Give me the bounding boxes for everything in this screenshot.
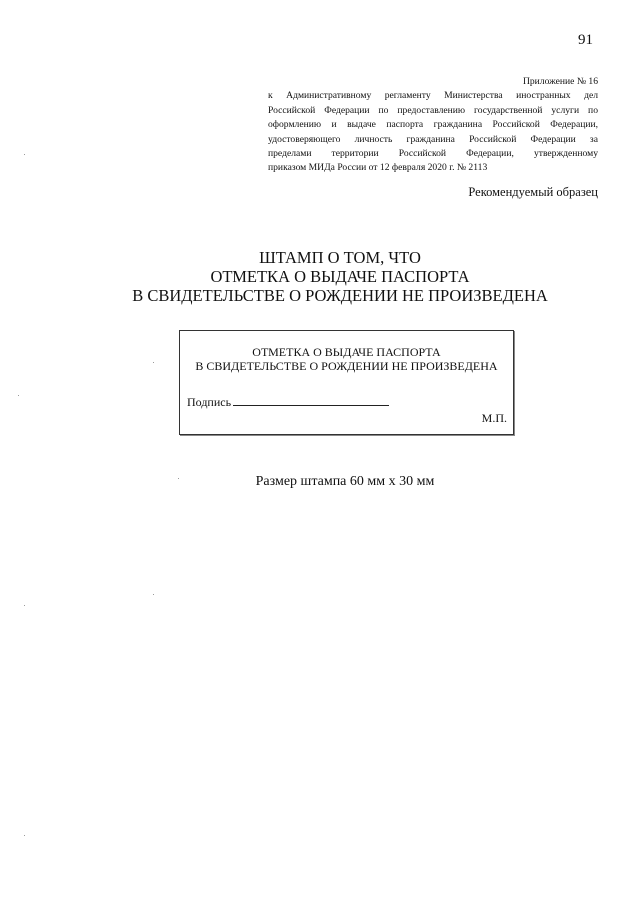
appendix-reference [268, 75, 598, 176]
signature-line [233, 404, 389, 406]
stamp-heading [180, 345, 513, 373]
appendix-line: удостоверяющего личность гражданина Российской Федерации за [268, 133, 598, 145]
stamp-size-note: Размер штампа 60 мм х 30 мм [255, 474, 435, 489]
title-line: ШТАМП О ТОМ, ЧТО [259, 248, 421, 267]
scan-speck [153, 594, 154, 595]
page-number: 91 [578, 32, 593, 48]
stamp-heading-line: ОТМЕТКА О ВЫДАЧЕ ПАСПОРТА [252, 345, 441, 359]
scan-speck [153, 362, 154, 363]
appendix-line: к Административному регламенту Министерства иностранных дел [268, 90, 598, 102]
appendix-title: Приложение № 16 [522, 76, 598, 87]
title-line: В СВИДЕТЕЛЬСТВЕ О РОЖДЕНИИ НЕ ПРОИЗВЕДЕНА [132, 286, 548, 305]
stamp-heading-line: В СВИДЕТЕЛЬСТВЕ О РОЖДЕНИИ НЕ ПРОИЗВЕДЕНА [195, 359, 498, 373]
stamp-sample [179, 330, 514, 435]
seal-label: М.П. [481, 411, 507, 425]
scan-speck [18, 395, 19, 396]
signature-row [187, 395, 389, 410]
scan-speck [24, 605, 25, 606]
appendix-line: приказом МИДа России от 12 февраля 2020 г. № 2113 [268, 162, 488, 174]
scan-speck [24, 835, 25, 836]
appendix-line: Российской Федерации по предоставлению государственной услуги по [268, 104, 598, 116]
appendix-line: пределами территории Российской Федерации, утвержденному [268, 148, 598, 160]
sample-label: Рекомендуемый образец [468, 185, 598, 199]
scan-speck [178, 478, 179, 479]
document-title [0, 248, 640, 305]
signature-label: Подпись [187, 395, 232, 409]
title-line: ОТМЕТКА О ВЫДАЧЕ ПАСПОРТА [210, 267, 470, 286]
scan-speck [24, 154, 25, 155]
appendix-line: оформлению и выдаче паспорта гражданина Российской Федерации, [268, 119, 598, 131]
